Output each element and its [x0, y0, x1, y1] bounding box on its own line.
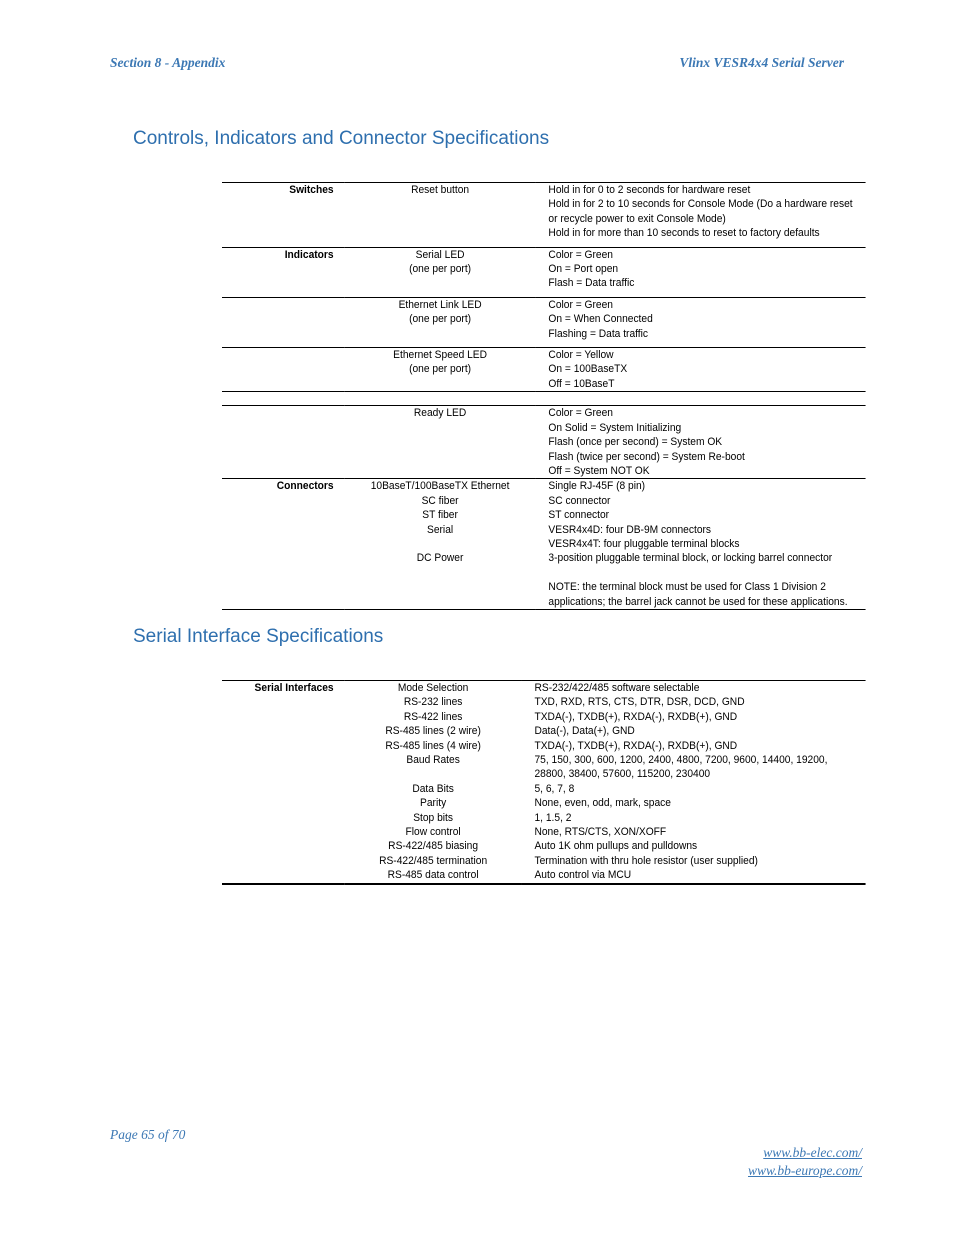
controls-spec-table [222, 182, 866, 610]
category-cell [222, 406, 345, 479]
running-header-product: Vlinx VESR4x4 Serial Server [679, 55, 844, 70]
table-row [222, 348, 866, 392]
serial-spec-table [222, 680, 866, 885]
running-header-section: Section 8 - Appendix [110, 55, 226, 70]
item-cell: Serial LED (one per port) [345, 247, 536, 297]
table-row-empty [222, 392, 866, 406]
spec-cell: Color = Green On Solid = System Initializing Flash (once per second) = System OK Flash (twice per second) = System Re-boot Off = System NOT OK [535, 406, 865, 479]
table-row [222, 297, 866, 347]
category-cell: Serial Interfaces [222, 681, 345, 884]
category-cell [222, 297, 345, 347]
item-cell: Ethernet Link LED (one per port) [345, 297, 536, 347]
spec-cell: Color = Yellow On = 100BaseTX Off = 10BaseT [535, 348, 865, 392]
table-row [222, 681, 866, 884]
table-row [222, 479, 866, 610]
section-title-serial: Serial Interface Specifications [133, 626, 384, 647]
spec-cell: Color = Green On = When Connected Flashing = Data traffic [535, 297, 865, 347]
item-cell [345, 392, 536, 406]
category-cell [222, 348, 345, 392]
section-title-controls: Controls, Indicators and Connector Specifications [133, 128, 550, 149]
item-cell: Ethernet Speed LED (one per port) [345, 348, 536, 392]
item-cell: Ready LED [345, 406, 536, 479]
spec-cell: Hold in for 0 to 2 seconds for hardware reset Hold in for 2 to 10 seconds for Console Mode (Do a hardware reset or recycle power to exit Console Mode) Hold in for more than 10 seconds to reset to factory defaults [535, 183, 865, 248]
item-cell: 10BaseT/100BaseTX Ethernet SC fiber ST fiber Serial DC Power [345, 479, 536, 610]
page-number: Page 65 of 70 [110, 1127, 186, 1142]
spec-cell: Single RJ-45F (8 pin) SC connector ST connector VESR4x4D: four DB-9M connectors VESR4x4T: four pluggable terminal blocks 3-position pluggable terminal block, or locking barrel connector NOTE: the terminal block must be used for Class 1 Division 2 applications; the barrel jack cannot be used for these applications. [535, 479, 865, 610]
website-link-europe[interactable]: www.bb-europe.com/ [748, 1163, 862, 1178]
table-row [222, 247, 866, 297]
category-cell: Connectors [222, 479, 345, 610]
category-cell: Switches [222, 183, 345, 248]
category-cell: Indicators [222, 247, 345, 297]
website-link-us[interactable]: www.bb-elec.com/ [763, 1145, 862, 1160]
spec-cell: Color = Green On = Port open Flash = Data traffic [535, 247, 865, 297]
spec-cell [535, 392, 865, 406]
spec-cell: RS-232/422/485 software selectable TXD, RXD, RTS, CTS, DTR, DSR, DCD, GND TXDA(-), TXDB(+), RXDA(-), RXDB(+), GND Data(-), Data(+), GND TXDA(-), TXDB(+), RXDA(-), RXDB(+), GND 75, 150, 300, 600, 1200, 2400, 4800, 7200, 9600, 14400, 19200, 28800, 38400, 57600, 115200, 230400 5, 6, 7, 8 None, even, odd, mark, space 1, 1.5, 2 None, RTS/CTS, XON/XOFF Auto 1K ohm pullups and pulldowns Termination with thru hole resistor (user supplied) Auto control via MCU [521, 681, 865, 884]
table-row [222, 406, 866, 479]
item-cell: Mode Selection RS-232 lines RS-422 lines RS-485 lines (2 wire) RS-485 lines (4 wire) Baud Rates Data Bits Parity Stop bits Flow control RS-422/485 biasing RS-422/485 termination RS-485 data control [345, 681, 522, 884]
item-cell: Reset button [345, 183, 536, 248]
category-cell [222, 392, 345, 406]
table-row [222, 183, 866, 248]
